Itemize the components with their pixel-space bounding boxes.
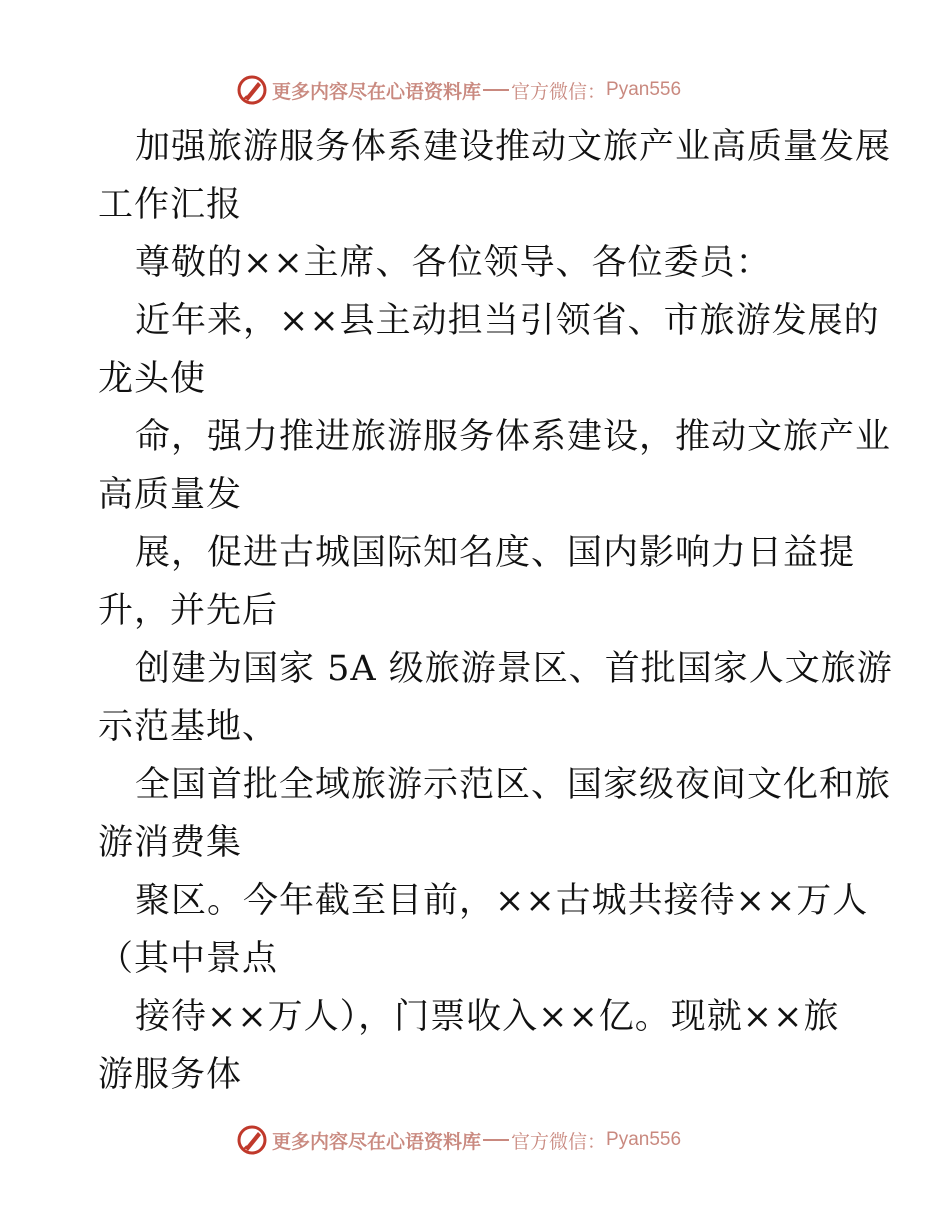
- doc-line: 工作汇报: [98, 185, 243, 225]
- footer-watermark: [236, 1123, 681, 1157]
- watermark-wechat-id: Pyan556: [606, 1129, 682, 1150]
- watermark-site-text: 更多内容尽在心语资料库: [272, 1130, 482, 1153]
- doc-line: 创建为国家 5A 级旅游景区、首批国家人文旅游: [135, 649, 893, 689]
- doc-line: 接待××万人），门票收入××亿。现就××旅: [135, 997, 840, 1037]
- doc-line: 近年来，××县主动担当引领省、市旅游发展的: [135, 301, 880, 341]
- doc-line: 尊敬的××主席、各位领导、各位委员：: [135, 243, 772, 283]
- doc-line: 命，强力推进旅游服务体系建设，推动文旅产业: [135, 417, 892, 457]
- document-body: [98, 118, 893, 1104]
- watermark-dash: [483, 89, 509, 91]
- doc-line: 游消费集: [98, 823, 243, 863]
- doc-line: 全国首批全域旅游示范区、国家级夜间文化和旅: [135, 765, 892, 805]
- watermark-site-text: 更多内容尽在心语资料库: [272, 80, 482, 103]
- watermark-official-label: 官方微信：: [511, 80, 607, 103]
- doc-line: 示范基地、: [98, 707, 279, 747]
- watermark-official-label: 官方微信：: [511, 1130, 607, 1153]
- doc-line: 加强旅游服务体系建设推动文旅产业高质量发展: [135, 127, 892, 167]
- header-watermark: [236, 73, 681, 107]
- quill-logo-icon: [236, 1124, 268, 1156]
- quill-logo-icon: [236, 74, 268, 106]
- doc-line: （其中景点: [98, 939, 279, 979]
- doc-line: 游服务体: [98, 1055, 243, 1095]
- doc-line: 升，并先后: [98, 591, 279, 631]
- watermark-wechat-id: Pyan556: [606, 79, 682, 100]
- doc-line: 高质量发: [98, 475, 243, 515]
- doc-line: 聚区。今年截至目前，××古城共接待××万人: [135, 881, 869, 921]
- doc-line: 龙头使: [98, 359, 207, 399]
- doc-line: 展，促进古城国际知名度、国内影响力日益提: [135, 533, 856, 573]
- watermark-dash: [483, 1139, 509, 1141]
